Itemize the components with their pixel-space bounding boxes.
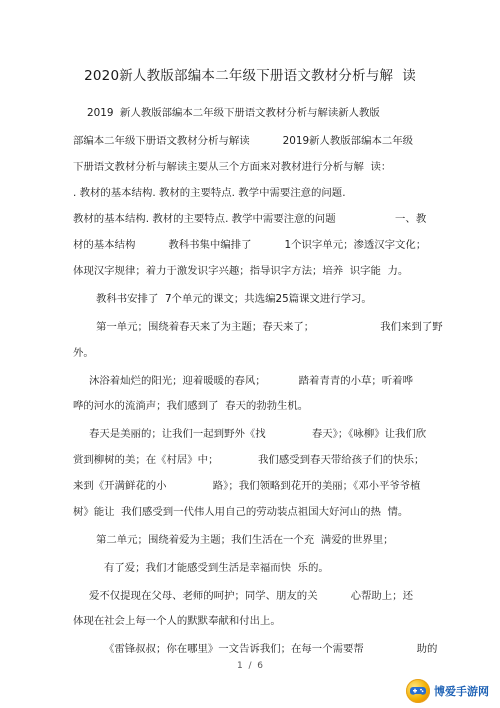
paragraph-line: 部编本二年级下册语文教材分析与解读 2019新人教版部编本二年级 [73,135,414,147]
paragraph-line: 春天是美丽的；让我们一起到野外《找 春天》；《咏柳》让我们欣 [89,428,427,440]
paragraph-line: 赏到柳树的美；在《村居》中； 我们感受到春天带给孩子们的快乐； [73,454,425,466]
game-controller-icon [406,679,430,703]
paragraph-line: 第二单元；围绕着爱为主题；我们生活在一个充 满爱的世界里； [96,534,394,546]
paragraph-line: 材的基本结构 教科书集中编排了 1个识字单元；渗透汉字文化； [73,239,427,251]
paragraph-line: 爱不仅提现在父母、老师的呵护；同学、朋友的关 心帮助上；还 [89,590,413,602]
paragraph-line: 有了爱；我们才能感受到生活是幸福而快 乐的。 [104,562,329,574]
paragraph-line: 外。 [73,347,94,359]
paragraph-line: 体现在社会上每一个人的默默奉献和付出上。 [73,615,281,627]
paragraph-line: 树》能让 我们感受到一代伟人用自己的劳动装点祖国大好河山的热 情。 [73,506,409,518]
document-title: 2020新人教版部编本二年级下册语文教材分析与解 读 [84,68,416,84]
paragraph-line: 来到《开满鲜花的小 路》；我们领略到花开的美丽；《邓小平爷爷植 [73,480,421,492]
paragraph-line: 教材的基本结构. 教材的主要特点. 教学中需要注意的问题 一、教 [73,213,427,225]
paragraph-line: 沐浴着灿烂的阳光；迎着暖暖的春风； 踏着青青的小草；听着哗 [89,375,413,387]
paragraph-line: 2019 新人教版部编本二年级下册语文教材分析与解读新人教版 [87,107,380,119]
watermark-logo [406,678,496,704]
paragraph-line: 下册语文教材分析与解读主要从三个方面来对教材进行分析与解 读： [73,161,392,173]
paragraph-line: 第一单元；围绕着春天来了为主题；春天来了； 我们来到了野 [96,321,443,333]
paragraph-line: 《雷锋叔叔；你在哪里》一文告诉我们；在每一个需要帮 助的 [104,643,438,655]
paragraph-line: 哗的河水的流淌声；我们感到了 春天的勃勃生机。 [73,400,309,412]
paragraph-line: . 教材的基本结构. 教材的主要特点. 教学中需要注意的问题. [73,187,346,199]
page-number: 1 / 6 [237,661,263,671]
watermark-text: 博爱手游网 [434,685,489,698]
paragraph-line: 体现汉字规律；着力于激发识字兴趣；指导识字方法；培养 识字能 力。 [73,265,409,277]
paragraph-line: 教科书安排了 7个单元的课文；共选编25篇课文进行学习。 [96,293,372,305]
